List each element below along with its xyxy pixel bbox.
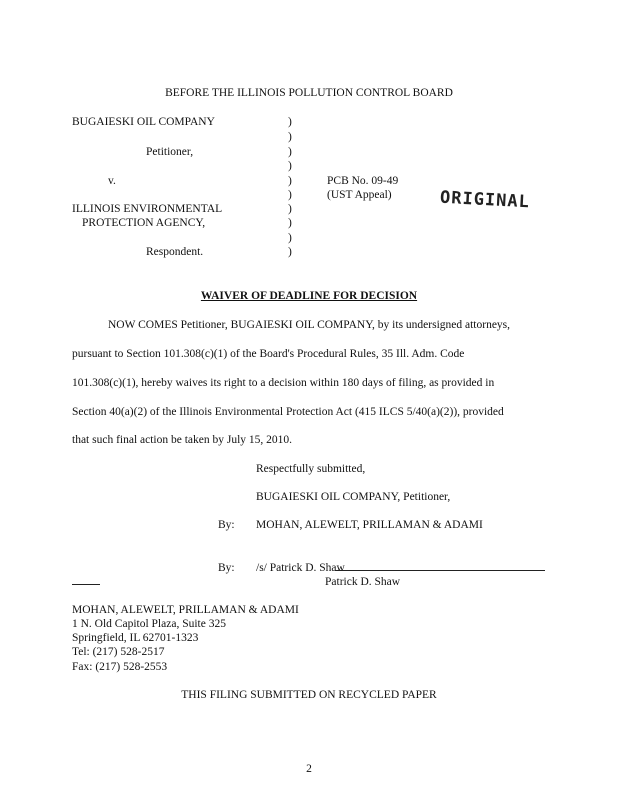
petitioner-name: BUGAIESKI OIL COMPANY <box>72 116 215 128</box>
closing: Respectfully submitted, <box>256 463 366 475</box>
firm-signature: MOHAN, ALEWELT, PRILLAMAN & ADAMI <box>256 519 483 531</box>
body-line-1: NOW COMES Petitioner, BUGAIESKI OIL COMPANY, by its undersigned attorneys, <box>108 319 511 331</box>
caption-paren: ) <box>288 189 292 201</box>
firm-address-2: Springfield, IL 62701-1323 <box>72 632 199 644</box>
caption-paren: ) <box>288 160 292 172</box>
caption-paren: ) <box>288 232 292 244</box>
board-title: BEFORE THE ILLINOIS POLLUTION CONTROL BOARD <box>165 87 453 99</box>
caption-paren: ) <box>288 217 292 229</box>
page-number: 2 <box>306 763 312 775</box>
respondent-role: Respondent. <box>146 246 204 258</box>
body-line-4: Section 40(a)(2) of the Illinois Environmental Protection Act (415 ILCS 5/40(a)(2)), provided <box>72 406 504 418</box>
by-label: By: <box>218 519 235 531</box>
body-line-2: pursuant to Section 101.308(c)(1) of the Board's Procedural Rules, 35 Ill. Adm. Code <box>72 348 465 360</box>
original-stamp: ORIGINAL <box>439 187 531 213</box>
case-type: (UST Appeal) <box>327 189 392 201</box>
body-line-3: 101.308(c)(1), hereby waives its right to a decision within 180 days of filing, as provided in <box>72 377 495 389</box>
petitioner-role: Petitioner, <box>146 146 194 158</box>
case-number: PCB No. 09-49 <box>327 175 399 187</box>
party-line: BUGAIESKI OIL COMPANY, Petitioner, <box>256 491 451 503</box>
caption-paren: ) <box>288 146 292 158</box>
caption-paren: ) <box>288 131 292 143</box>
faint-stamp-mark: ​ <box>86 128 90 138</box>
firm-address-1: 1 N. Old Capitol Plaza, Suite 325 <box>72 618 226 630</box>
short-rule <box>72 584 100 585</box>
caption-paren: ) <box>288 203 292 215</box>
signer-name: Patrick D. Shaw <box>325 576 401 588</box>
respondent-name-line2: PROTECTION AGENCY, <box>82 217 206 229</box>
firm-tel: Tel: (217) 528-2517 <box>72 646 165 658</box>
body-line-5: that such final action be taken by July 15, 2010. <box>72 434 293 446</box>
caption-paren: ) <box>288 246 292 258</box>
versus-label: v. <box>108 175 116 187</box>
caption-paren: ) <box>288 175 292 187</box>
caption-paren: ) <box>288 116 292 128</box>
respondent-name-line1: ILLINOIS ENVIRONMENTAL <box>72 203 223 215</box>
e-signature: /s/ Patrick D. Shaw <box>256 562 345 574</box>
by-label: By: <box>218 562 235 574</box>
signature-line <box>335 570 545 571</box>
firm-name: MOHAN, ALEWELT, PRILLAMAN & ADAMI <box>72 604 299 616</box>
document-title: WAIVER OF DEADLINE FOR DECISION <box>200 290 418 302</box>
firm-fax: Fax: (217) 528-2553 <box>72 661 168 673</box>
recycled-notice: THIS FILING SUBMITTED ON RECYCLED PAPER <box>181 689 437 701</box>
